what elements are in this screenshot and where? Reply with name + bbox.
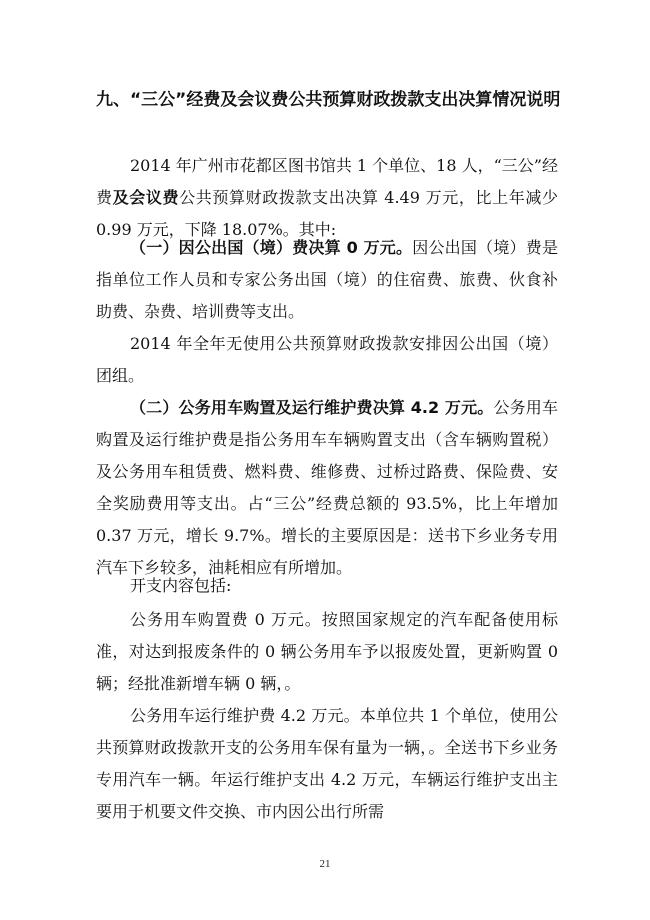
vehicles-text: 公务用车购置及运行维护费是指公务用车车辆购置支出（含车辆购置税）及公务用车租赁费、燃料费、维修费、过桥过路费、保险费、安全奖励费用等支出。占“三公”经费总额的 93.5%，比上年增加 0.37 万元，增长 9.7%。增长的主要原因是：送书下乡业务专用汽车下乡较多，油耗相应有所增加。 xyxy=(96,398,558,577)
vehicles-subheading: （二）公务用车购置及运行维护费决算 4.2 万元。 xyxy=(130,398,494,417)
paragraph-vehicles xyxy=(96,392,558,584)
page-number: 21 xyxy=(319,858,331,870)
summary-text-post: 公共预算财政拨款支出决算 4.49 万元，比上年减少 0.99 万元，下降 18.07%。其中: xyxy=(96,188,558,239)
paragraph-no-groups: 2014 年全年无使用公共预算财政拨款安排因公出国（境）团组。 xyxy=(96,334,558,385)
paragraph-expense-intro: 开支内容包括: xyxy=(130,576,232,595)
overseas-text: 因公出国（境）费是指单位工作人员和专家公务出国（境）的住宿费、旅费、伙食补助费、杂费、培训费等支出。 xyxy=(96,238,558,321)
summary-text-bold: 及会议费 xyxy=(112,188,180,207)
summary-text-pre: 2014 年广州市花都区图书馆共 1 个单位、18 人，“三公”经费 xyxy=(96,156,558,207)
section-heading: 九、“三公”经费及会议费公共预算财政拨款支出决算情况说明 xyxy=(96,90,561,110)
paragraph-vehicle-purchase: 公务用车购置费 0 万元。按照国家规定的汽车配备使用标准，对达到报废条件的 0 辆公务用车予以报废处置，更新购置 0 辆；经批准新增车辆 0 辆，。 xyxy=(96,610,558,693)
paragraph-overseas xyxy=(96,232,558,328)
overseas-subheading: （一）因公出国（境）费决算 0 万元。 xyxy=(130,238,413,257)
paragraph-vehicle-maintenance: 公务用车运行维护费 4.2 万元。本单位共 1 个单位，使用公共预算财政拨款开支的公务用车保有量为一辆，。全送书下乡业务专用汽车一辆。年运行维护支出 4.2 万元，车辆运行维护支出主要用于机要文件交换、市内因公出行所需 xyxy=(96,706,558,821)
